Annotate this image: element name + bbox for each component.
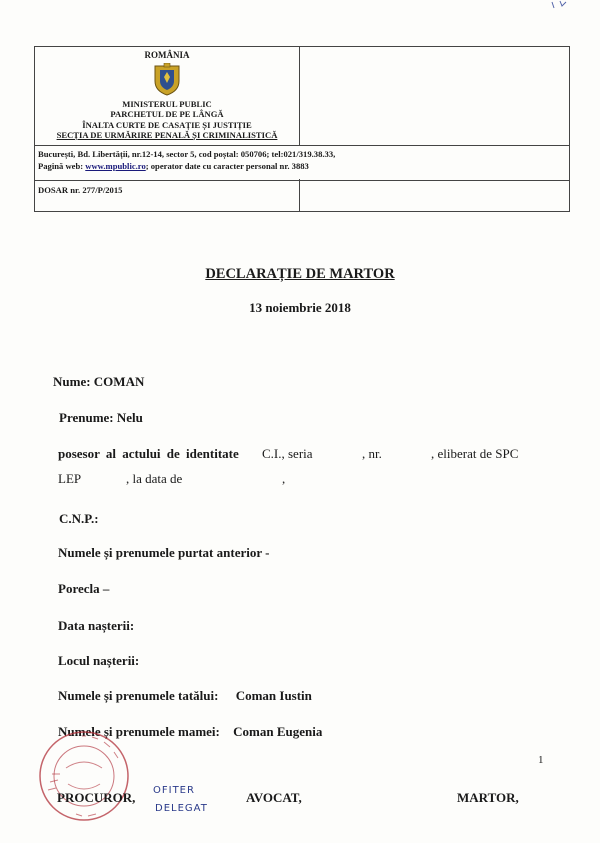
handwritten-ofiter: OFITER	[153, 785, 195, 796]
contact-block	[35, 145, 569, 181]
martor-label: MARTOR,	[457, 790, 519, 805]
porecla-row	[58, 581, 109, 597]
cnp-row	[59, 511, 99, 527]
mama-label: Numele și prenumele mamei:	[58, 724, 220, 739]
data-nasterii-row	[58, 618, 134, 634]
web-line	[38, 161, 309, 172]
dosar-cell	[35, 179, 300, 211]
institution-line3: ÎNALTA CURTE DE CASAȚIE ȘI JUSTIȚIE	[82, 119, 252, 130]
mama-value: Coman Eugenia	[233, 724, 323, 739]
corner-pen-mark	[548, 0, 578, 12]
id-comma: ,	[282, 471, 286, 486]
id-lep: LEP	[58, 471, 82, 486]
institution-line2: PARCHETUL DE PE LÂNGĂ	[110, 109, 224, 119]
letterhead-box	[34, 46, 570, 212]
id-nr: , nr.	[362, 446, 382, 461]
web-prefix: Pagină web:	[38, 161, 86, 171]
id-ci: C.I., seria	[262, 446, 313, 461]
nume-label: Nume:	[53, 374, 91, 389]
id-data: , la data de	[126, 471, 183, 486]
document-title: DECLARAȚIE DE MARTOR	[205, 266, 395, 282]
official-stamp	[36, 728, 132, 824]
tatal-label: Numele și prenumele tatălui:	[58, 688, 219, 703]
page-number: 1	[538, 754, 544, 766]
document-date: 13 noiembrie 2018	[249, 300, 351, 315]
address-line: București, Bd. Libertății, nr.12-14, sector 5, cod poștal: 050706; tel:021/319.38.33,	[38, 149, 336, 159]
id-eliberat: , eliberat de SPC	[431, 446, 519, 461]
institution-line4: SECȚIA DE URMĂRIRE PENALĂ ȘI CRIMINALISTICĂ	[56, 130, 278, 140]
institution-line1: MINISTERUL PUBLIC	[122, 98, 212, 109]
anterior-label: Numele și prenumele purtat anterior -	[58, 545, 270, 560]
id-row-2	[58, 471, 286, 487]
nume-value: COMAN	[93, 374, 145, 389]
procuror-label: PROCUROR,	[57, 790, 136, 805]
tatal-value: Coman Iustin	[235, 688, 312, 703]
dosar-number: DOSAR nr. 277/P/2015	[38, 185, 123, 195]
data-nasterii-label: Data nașterii:	[58, 618, 135, 633]
handwritten-delegat: DELEGAT	[155, 803, 208, 814]
institution-block	[35, 47, 300, 145]
locul-nasterii-row	[58, 653, 139, 669]
id-row	[58, 446, 544, 462]
web-link[interactable]: www.mpublic.ro	[85, 161, 146, 171]
porecla-label: Porecla –	[58, 581, 110, 596]
prenume-value: Nelu	[116, 410, 143, 425]
nume-row	[53, 374, 144, 390]
coat-of-arms-icon	[152, 63, 182, 97]
country-name: ROMÂNIA	[144, 50, 190, 60]
anterior-row	[58, 545, 269, 561]
tatal-row	[58, 688, 312, 704]
locul-nasterii-label: Locul nașterii:	[58, 653, 140, 668]
web-suffix: ; operator date cu caracter personal nr. 3883	[145, 161, 309, 171]
avocat-label: AVOCAT,	[246, 790, 302, 805]
id-label: posesor al actului de identitate	[58, 446, 239, 461]
prenume-label: Prenume:	[59, 410, 114, 425]
cnp-label: C.N.P.:	[59, 511, 99, 526]
prenume-row	[59, 410, 143, 426]
